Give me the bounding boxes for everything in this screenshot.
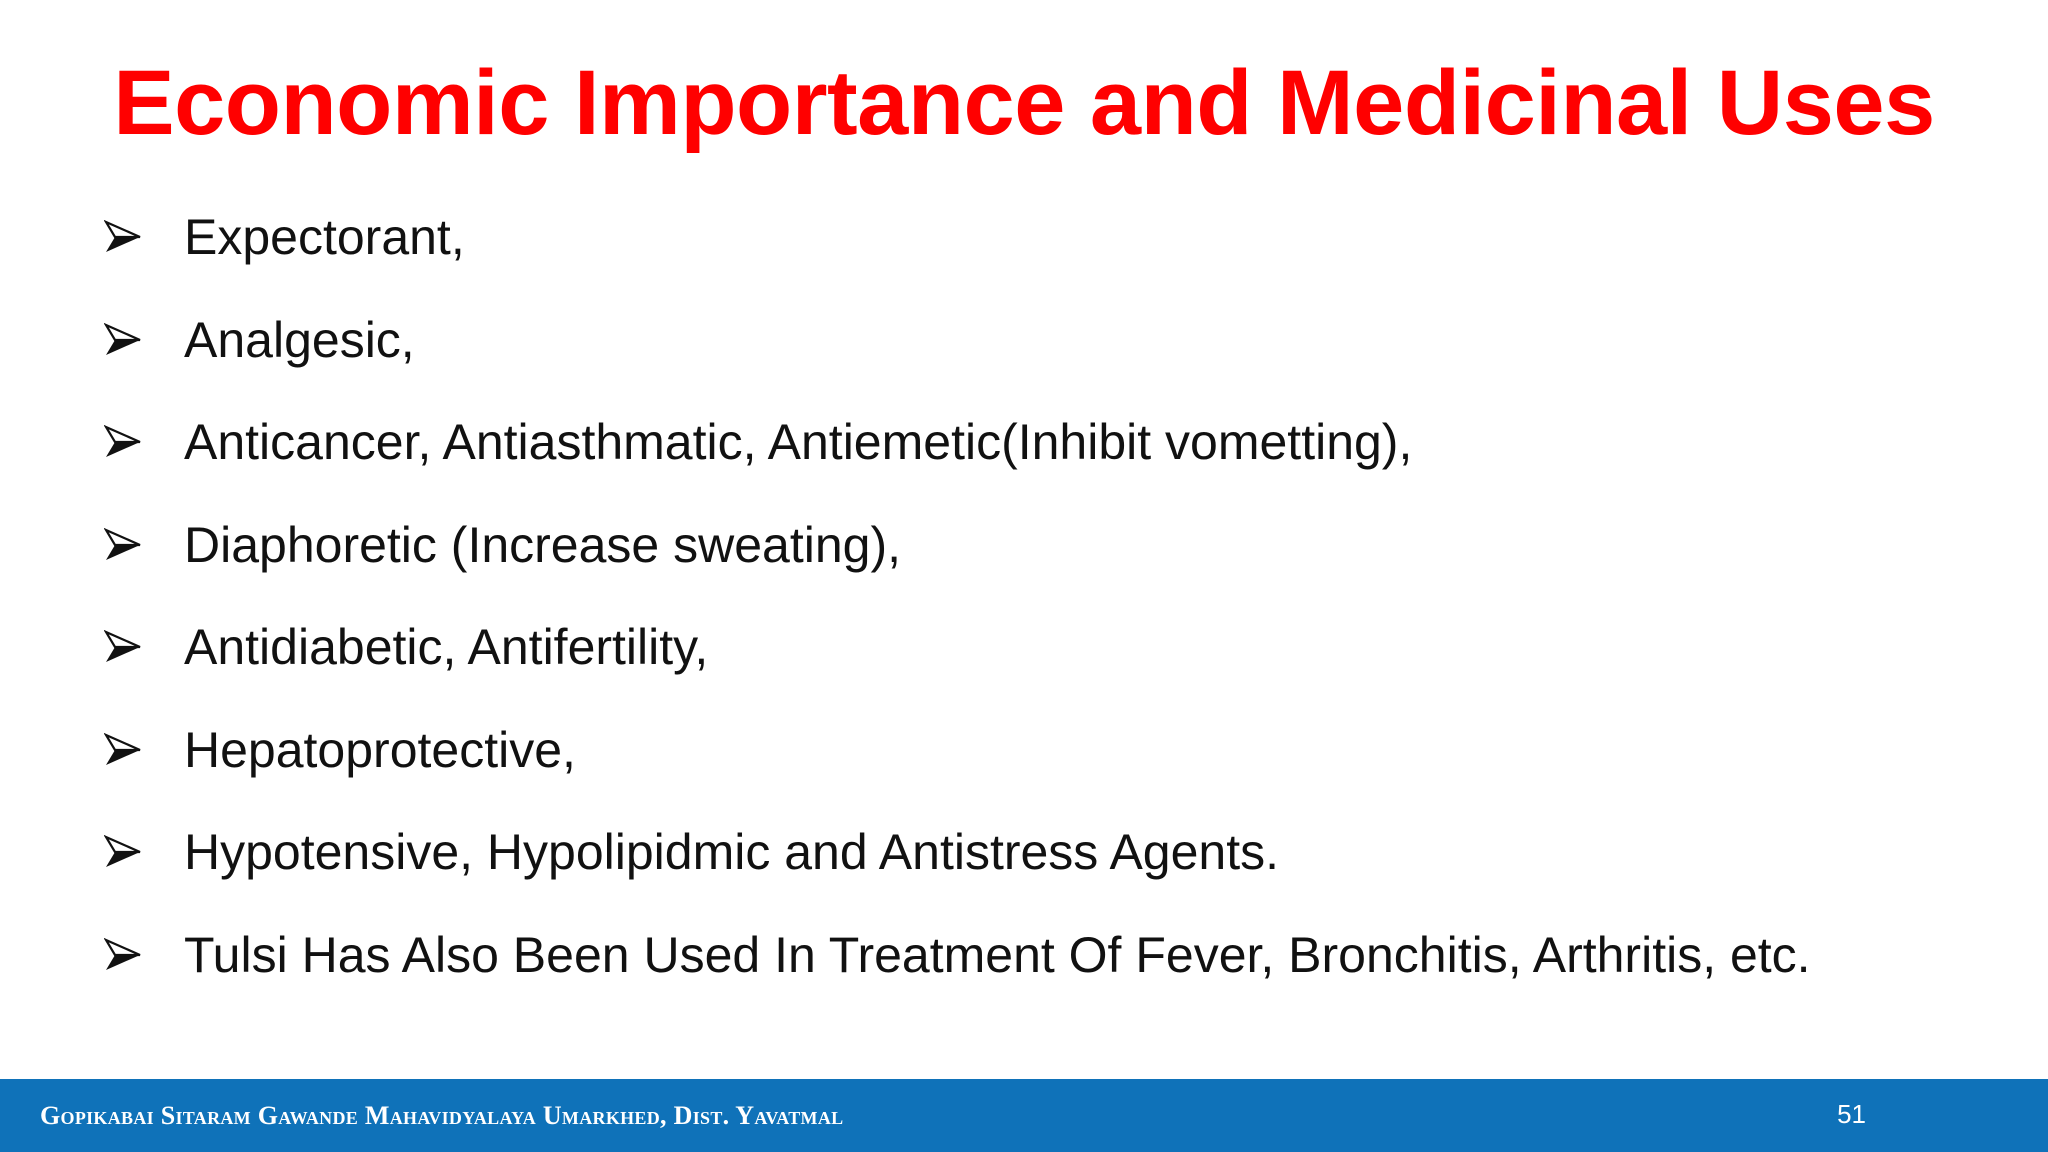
bullet-text: Antidiabetic, Antifertility, [184,619,709,676]
bullet-item [104,904,2004,1007]
bullet-item [104,494,2004,597]
arrowhead-bullet-icon [104,220,184,254]
arrowhead-bullet-icon [104,733,184,767]
arrowhead-bullet-icon [104,630,184,664]
bullet-text: Analgesic, [184,311,415,368]
arrowhead-bullet-icon [104,938,184,972]
page-number: 51 [1837,1099,1866,1129]
bullet-item [104,289,2004,392]
arrowhead-bullet-icon [104,528,184,562]
bullet-item [104,699,2004,802]
bullet-text: Expectorant, [184,209,465,266]
bullet-item [104,801,2004,904]
bullet-item [104,186,2004,289]
arrowhead-bullet-icon [104,323,184,357]
bullet-item [104,596,2004,699]
bullet-text: Diaphoretic (Increase sweating), [184,516,901,573]
bullet-text: Tulsi Has Also Been Used In Treatment Of Fever, Bronchitis, Arthritis, etc. [184,926,1811,983]
bullet-text: Hypotensive, Hypolipidmic and Antistress Agents. [184,824,1279,881]
footer-bar [0,1079,2048,1152]
footer-institution: Gopikabai Sitaram Gawande Mahavidyalaya Umarkhed, Dist. Yavatmal [40,1101,844,1130]
arrowhead-bullet-icon [104,835,184,869]
bullet-item [104,391,2004,494]
bullet-text: Hepatoprotective, [184,721,576,778]
slide-title: Economic Importance and Medicinal Uses [113,52,1935,154]
arrowhead-bullet-icon [104,425,184,459]
bullet-list [104,186,2004,1006]
bullet-text: Anticancer, Antiasthmatic, Antiemetic(Inhibit vometting), [184,414,1413,471]
